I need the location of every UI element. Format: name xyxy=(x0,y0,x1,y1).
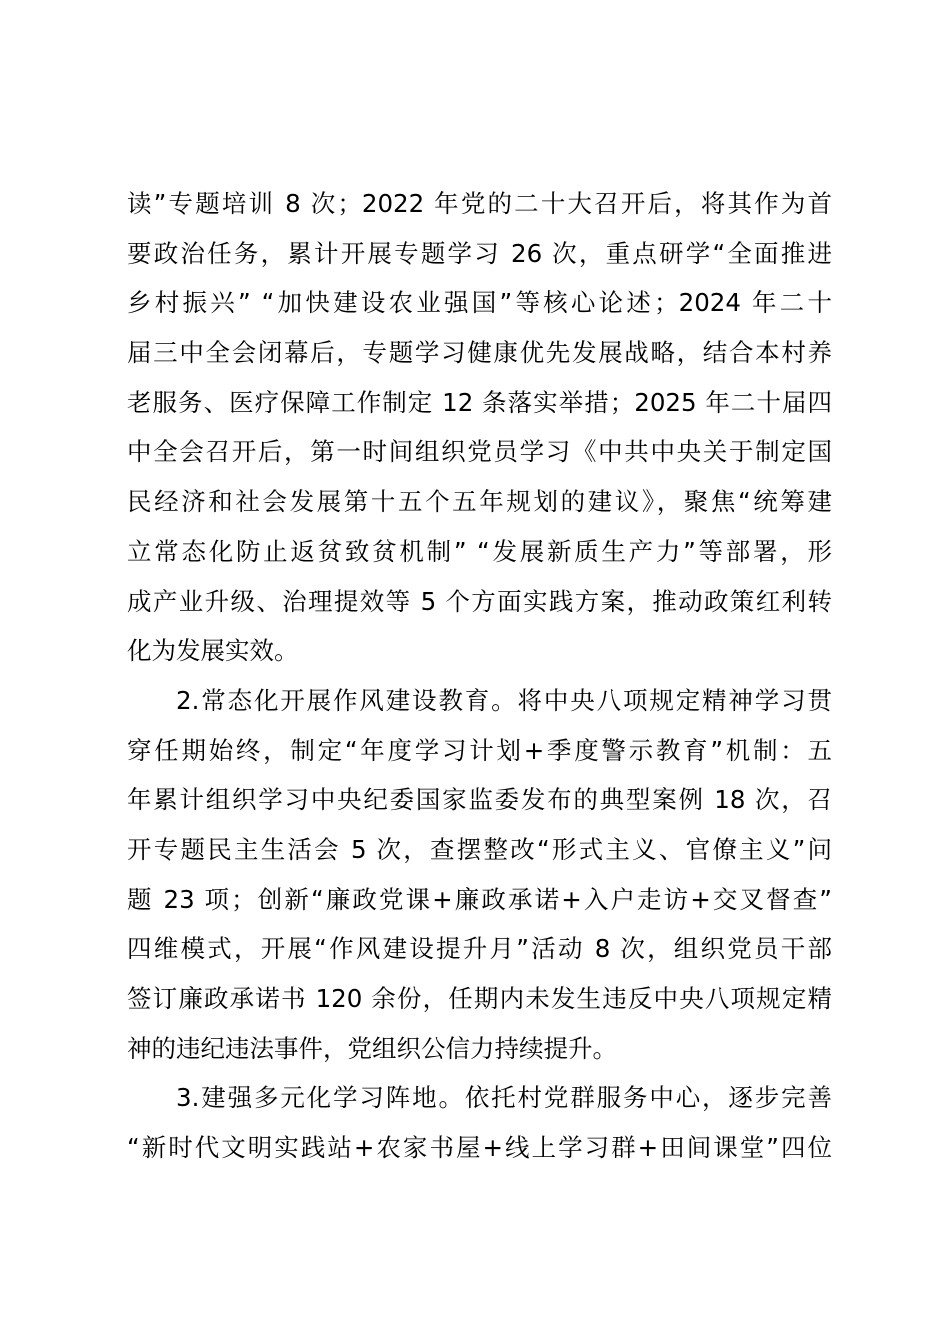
text-line: 民经济和社会发展第十五个五年规划的建议》，聚焦“统筹建 xyxy=(127,487,832,517)
text-line: 2.常态化开展作风建设教育。将中央八项规定精神学习贯 xyxy=(176,685,832,715)
text-line: 四维模式，开展“作风建设提升月”活动 8 次，组织党员干部 xyxy=(127,934,832,964)
text-line: 签订廉政承诺书 120 余份，任期内未发生违反中央八项规定精 xyxy=(127,984,832,1013)
text-line: 开专题民主生活会 5 次，查摆整改“形式主义、官僚主义”问 xyxy=(127,834,832,864)
text-line: 成产业升级、治理提效等 5 个方面实践方案，推动政策红利转 xyxy=(127,586,832,616)
text-line: 穿任期始终，制定“年度学习计划+季度警示教育”机制：五 xyxy=(127,735,832,765)
text-line: 乡村振兴” “加快建设农业强国”等核心论述；2024 年二十 xyxy=(127,288,832,318)
text-line: 读”专题培训 8 次；2022 年党的二十大召开后，将其作为首 xyxy=(127,189,832,218)
document-body xyxy=(127,179,832,1173)
text-line: 化为发展实效。 xyxy=(127,636,299,666)
text-line: 3.建强多元化学习阵地。依托村党群服务中心，逐步完善 xyxy=(176,1083,832,1113)
text-line: 年累计组织学习中央纪委国家监委发布的典型案例 18 次，召 xyxy=(127,785,832,815)
text-line: “新时代文明实践站+农家书屋+线上学习群+田间课堂”四位 xyxy=(127,1133,832,1163)
text-line: 届三中全会闭幕后，专题学习健康优先发展战略，结合本村养 xyxy=(127,338,832,368)
text-line: 题 23 项；创新“廉政党课+廉政承诺+入户走访+交叉督查” xyxy=(127,884,832,914)
text-line: 神的违纪违法事件，党组织公信力持续提升。 xyxy=(127,1033,617,1063)
text-line: 中全会召开后，第一时间组织党员学习《中共中央关于制定国 xyxy=(127,437,832,467)
text-line: 要政治任务，累计开展专题学习 26 次，重点研学“全面推进 xyxy=(127,238,832,268)
text-line: 立常态化防止返贫致贫机制” “发展新质生产力”等部署，形 xyxy=(127,536,832,566)
text-line: 老服务、医疗保障工作制定 12 条落实举措；2025 年二十届四 xyxy=(127,387,832,417)
